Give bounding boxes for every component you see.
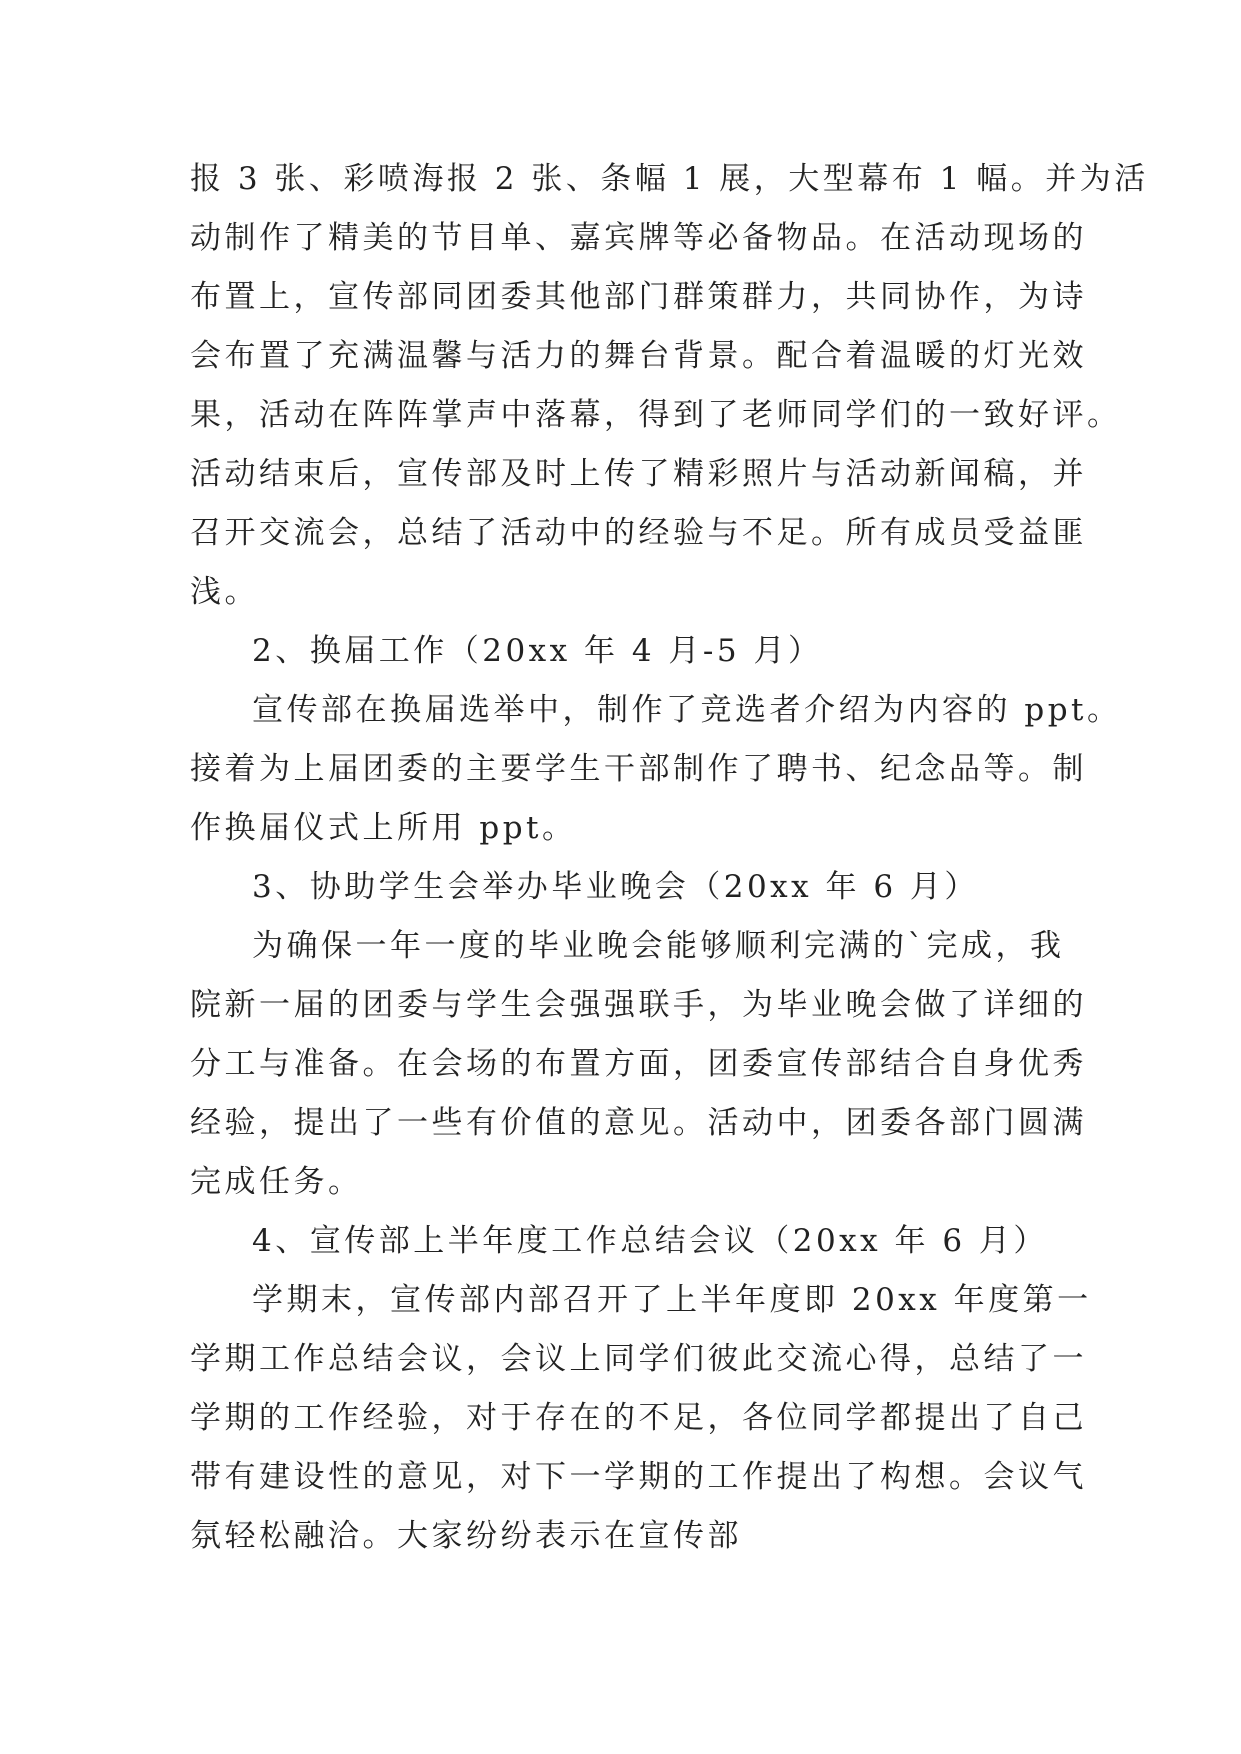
body-text-line: 经验，提出了一些有价值的意见。活动中，团委各部门圆满: [190, 1105, 1087, 1141]
body-text-line: 作换届仪式上所用 ppt。: [190, 810, 577, 846]
body-text-line: 学期的工作经验，对于存在的不足，各位同学都提出了自己: [190, 1400, 1087, 1436]
body-text-line: 带有建设性的意见，对下一学期的工作提出了构想。会议气: [190, 1459, 1087, 1495]
body-text-line: 完成任务。: [190, 1164, 363, 1200]
body-text-line: 会布置了充满温馨与活力的舞台背景。配合着温暖的灯光效: [190, 338, 1087, 374]
document-body: [190, 150, 1149, 1566]
body-text-line: 报 3 张、彩喷海报 2 张、条幅 1 展，大型幕布 1 幅。并为活: [190, 161, 1149, 197]
body-text-line: 布置上，宣传部同团委其他部门群策群力，共同协作，为诗: [190, 279, 1087, 315]
body-text-line: 分工与准备。在会场的布置方面，团委宣传部结合自身优秀: [190, 1046, 1087, 1082]
body-text-line: 院新一届的团委与学生会强强联手，为毕业晚会做了详细的: [190, 987, 1087, 1023]
section-heading: 3、协助学生会举办毕业晚会（20xx 年 6 月）: [252, 869, 979, 905]
body-text-line: 活动结束后，宣传部及时上传了精彩照片与活动新闻稿，并: [190, 456, 1087, 492]
body-text-line: 浅。: [190, 574, 259, 610]
body-text-line: 接着为上届团委的主要学生干部制作了聘书、纪念品等。制: [190, 751, 1087, 787]
section-heading: 2、换届工作（20xx 年 4 月-5 月）: [252, 633, 823, 669]
body-text-line: 学期末，宣传部内部召开了上半年度即 20xx 年度第一: [252, 1282, 1092, 1318]
body-text-line: 动制作了精美的节目单、嘉宾牌等必备物品。在活动现场的: [190, 220, 1087, 256]
section-heading: 4、宣传部上半年度工作总结会议（20xx 年 6 月）: [252, 1223, 1048, 1259]
body-text-line: 氛轻松融洽。大家纷纷表示在宣传部: [190, 1518, 742, 1554]
body-text-line: 宣传部在换届选举中，制作了竞选者介绍为内容的 ppt。: [252, 692, 1122, 728]
body-text-line: 果，活动在阵阵掌声中落幕，得到了老师同学们的一致好评。: [190, 397, 1122, 433]
body-text-line: 学期工作总结会议，会议上同学们彼此交流心得，总结了一: [190, 1341, 1087, 1377]
body-text-line: 为确保一年一度的毕业晚会能够顺利完满的`完成，我: [252, 928, 1065, 964]
body-text-line: 召开交流会，总结了活动中的经验与不足。所有成员受益匪: [190, 515, 1087, 551]
